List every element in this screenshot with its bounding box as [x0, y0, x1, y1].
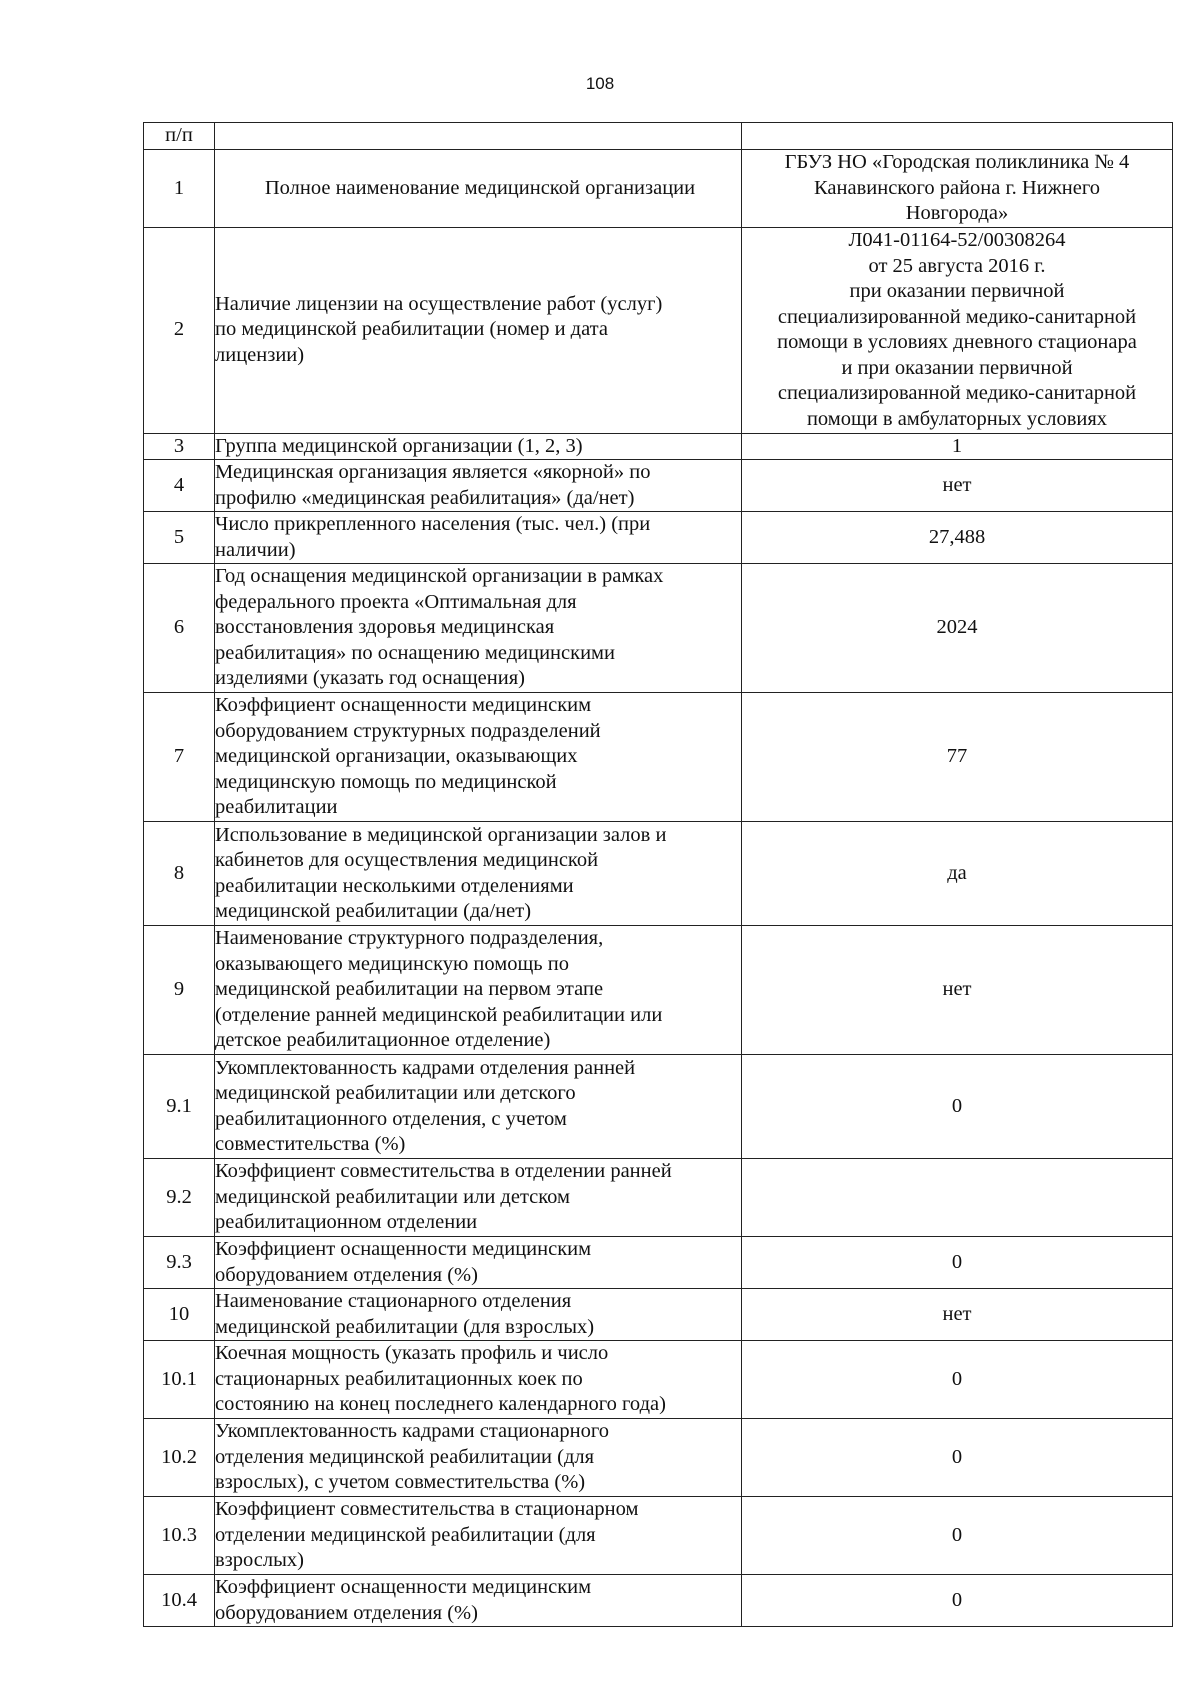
row-number: 10 [144, 1289, 215, 1341]
row-description: Наличие лицензии на осуществление работ (услуг) по медицинской реабилитации (номер и дата лицензии) [215, 227, 742, 433]
row-description: Наименование стационарного отделения медицинской реабилитации (для взрослых) [215, 1289, 742, 1341]
table-row [144, 1289, 1173, 1341]
row-description: Наименование структурного подразделения, оказывающего медицинскую помощь по медицинской реабилитации на первом этапе (отделение ранней медицинской реабилитации или детское реабилитационное отделение) [215, 926, 742, 1055]
table-row [144, 1237, 1173, 1289]
row-value: 77 [742, 693, 1173, 822]
row-number: 9 [144, 926, 215, 1055]
row-description: Коэффициент оснащенности медицинским оборудованием отделения (%) [215, 1575, 742, 1627]
row-number: 10.2 [144, 1419, 215, 1497]
row-value: 0 [742, 1497, 1173, 1575]
row-description: Коэффициент оснащенности медицинским оборудованием структурных подразделений медицинской организации, оказывающих медицинскую помощь по медицинской реабилитации [215, 693, 742, 822]
table-row [144, 1497, 1173, 1575]
row-number: 5 [144, 512, 215, 564]
row-number: 6 [144, 564, 215, 693]
row-value: 0 [742, 1341, 1173, 1419]
row-number: 10.1 [144, 1341, 215, 1419]
row-value: 27,488 [742, 512, 1173, 564]
table-row [144, 1055, 1173, 1159]
row-description: Медицинская организация является «якорной» по профилю «медицинская реабилитация» (да/нет) [215, 460, 742, 512]
table-row [144, 1341, 1173, 1419]
table-row [144, 1419, 1173, 1497]
report-table [143, 122, 1173, 1627]
row-value: нет [742, 1289, 1173, 1341]
table-row [144, 693, 1173, 822]
row-number: 8 [144, 822, 215, 926]
row-number: 3 [144, 433, 215, 460]
row-number: 7 [144, 693, 215, 822]
table-row [144, 1159, 1173, 1237]
table-row [144, 512, 1173, 564]
row-description: Полное наименование медицинской организации [215, 150, 742, 228]
row-description: Число прикрепленного населения (тыс. чел.) (при наличии) [215, 512, 742, 564]
row-value: ГБУЗ НО «Городская поликлиника № 4 Канавинского района г. Нижнего Новгорода» [742, 150, 1173, 228]
row-description: Укомплектованность кадрами стационарного отделения медицинской реабилитации (для взрослых), с учетом совместительства (%) [215, 1419, 742, 1497]
row-value: 0 [742, 1055, 1173, 1159]
row-value: 2024 [742, 564, 1173, 693]
table-row [144, 150, 1173, 228]
header-num-cell: п/п [144, 123, 215, 150]
header-value-cell [742, 123, 1173, 150]
row-description: Год оснащения медицинской организации в рамках федерального проекта «Оптимальная для восстановления здоровья медицинская реабилитация» по оснащению медицинскими изделиями (указать год оснащения) [215, 564, 742, 693]
row-value: 1 [742, 433, 1173, 460]
page-number: 108 [585, 74, 615, 93]
table-row [144, 926, 1173, 1055]
row-number: 9.2 [144, 1159, 215, 1237]
row-number: 2 [144, 227, 215, 433]
row-description: Коечная мощность (указать профиль и число стационарных реабилитационных коек по состоянию на конец последнего календарного года) [215, 1341, 742, 1419]
row-number: 9.3 [144, 1237, 215, 1289]
row-value: 0 [742, 1237, 1173, 1289]
row-number: 4 [144, 460, 215, 512]
row-value: Л041-01164-52/00308264 от 25 августа 2016 г. при оказании первичной специализированной медико-санитарной помощи в условиях дневного стационара и при оказании первичной специализированной медико-санитарной помощи в амбулаторных условиях [742, 227, 1173, 433]
table-row [144, 227, 1173, 433]
table-row [144, 433, 1173, 460]
row-number: 9.1 [144, 1055, 215, 1159]
table-row [144, 1575, 1173, 1627]
row-value: нет [742, 926, 1173, 1055]
row-number: 10.3 [144, 1497, 215, 1575]
header-desc-cell [215, 123, 742, 150]
row-description: Коэффициент совместительства в отделении ранней медицинской реабилитации или детском реабилитационном отделении [215, 1159, 742, 1237]
row-description: Использование в медицинской организации залов и кабинетов для осуществления медицинской реабилитации несколькими отделениями медицинской реабилитации (да/нет) [215, 822, 742, 926]
row-value: 0 [742, 1419, 1173, 1497]
row-description: Коэффициент совместительства в стационарном отделении медицинской реабилитации (для взрослых) [215, 1497, 742, 1575]
table-header-row [144, 123, 1173, 150]
table-row [144, 564, 1173, 693]
table-row [144, 460, 1173, 512]
row-value [742, 1159, 1173, 1237]
row-value: да [742, 822, 1173, 926]
row-description: Группа медицинской организации (1, 2, 3) [215, 433, 742, 460]
row-value: 0 [742, 1575, 1173, 1627]
row-value: нет [742, 460, 1173, 512]
row-number: 10.4 [144, 1575, 215, 1627]
row-description: Коэффициент оснащенности медицинским оборудованием отделения (%) [215, 1237, 742, 1289]
row-description: Укомплектованность кадрами отделения ранней медицинской реабилитации или детского реабилитационного отделения, с учетом совместительства (%) [215, 1055, 742, 1159]
row-number: 1 [144, 150, 215, 228]
table-row [144, 822, 1173, 926]
